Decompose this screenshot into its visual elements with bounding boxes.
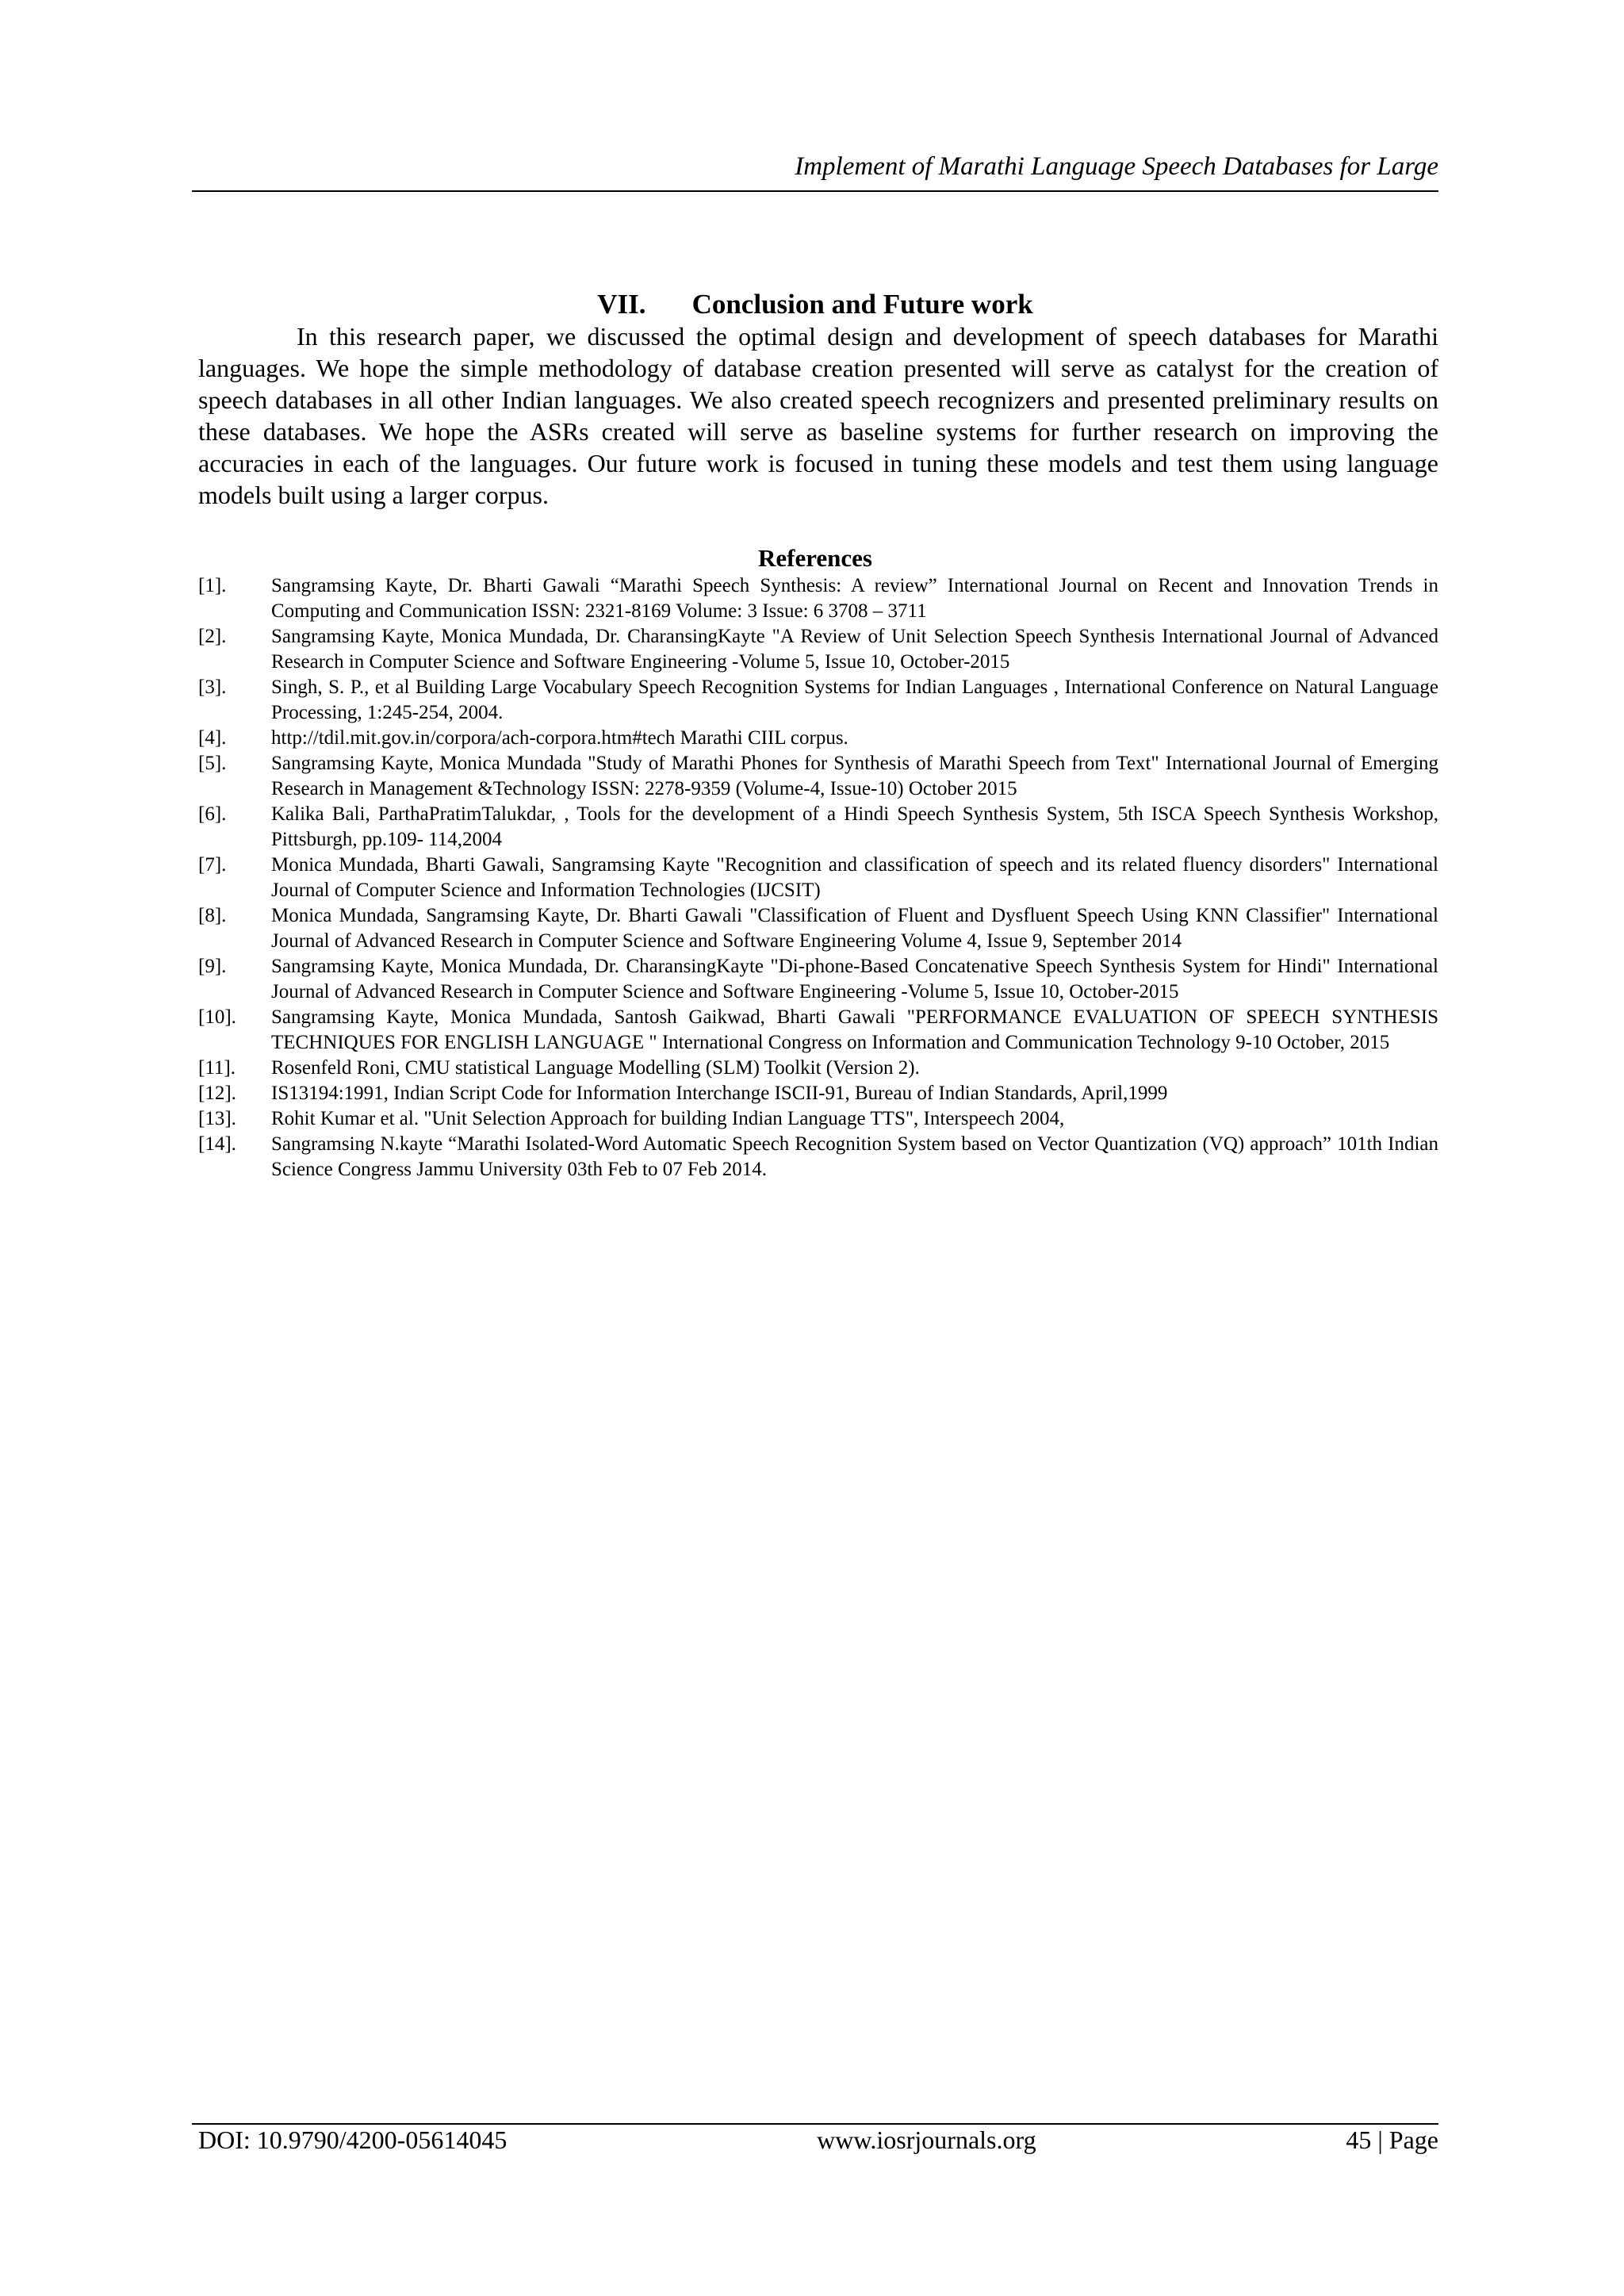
- section-title: Conclusion and Future work: [691, 289, 1033, 320]
- reference-text: Monica Mundada, Sangramsing Kayte, Dr. Bharti Gawali "Classification of Fluent and Dysfluent Speech Using KNN Classifier" International Journal of Advanced Research in Computer Science and Software Engineering Volume 4, Issue 9, September 2014: [271, 905, 1438, 952]
- reference-item: [198, 954, 1438, 1005]
- reference-item: [198, 1106, 1438, 1132]
- reference-number: [7].: [198, 854, 227, 876]
- running-header: Implement of Marathi Language Speech Databases for Large: [795, 152, 1438, 181]
- reference-item: [198, 853, 1438, 903]
- reference-text: IS13194:1991, Indian Script Code for Information Interchange ISCII-91, Bureau of Indian Standards, April,1999: [271, 1083, 1168, 1104]
- header-divider: [192, 190, 1438, 192]
- reference-item: [198, 751, 1438, 802]
- reference-number: [12].: [198, 1083, 236, 1104]
- reference-number: [8].: [198, 905, 227, 926]
- references-heading: References: [757, 544, 872, 572]
- conclusion-text: In this research paper, we discussed the optimal design and development of speech databases for Marathi languages. We hope the simple methodology of database creation presented will serve as catalyst for the creation of speech databases in all other Indian languages. We also created speech recognizers and presented preliminary results on these databases. We hope the ASRs created will serve as baseline systems for further research on improving the accuracies in each of the languages. Our future work is focused in tuning these models and test them using language models built using a larger corpus.: [198, 322, 1438, 509]
- reference-number: [3].: [198, 677, 227, 698]
- reference-text: Rohit Kumar et al. "Unit Selection Approach for building Indian Language TTS", Interspeech 2004,: [271, 1108, 1065, 1129]
- reference-text: Sangramsing Kayte, Monica Mundada "Study of Marathi Phones for Synthesis of Marathi Speech from Text" International Journal of Emerging Research in Management &Technology ISSN: 2278-9359 (Volume-4, Issue-10) October 2015: [271, 753, 1438, 799]
- conclusion-paragraph: [198, 320, 1438, 511]
- reference-text: Sangramsing Kayte, Monica Mundada, Dr. CharansingKayte "A Review of Unit Selection Speech Synthesis International Journal of Advanced Research in Computer Science and Software Engineering -Volume 5, Issue 10, October-2015: [271, 626, 1438, 673]
- reference-item: [198, 726, 1438, 751]
- reference-text: Monica Mundada, Bharti Gawali, Sangramsing Kayte "Recognition and classification of speech and its related fluency disorders" International Journal of Computer Science and Information Technologies (IJCSIT): [271, 854, 1438, 901]
- reference-item: [198, 1056, 1438, 1081]
- page-footer: [198, 2125, 1438, 2155]
- reference-item: [198, 802, 1438, 853]
- reference-item: [198, 675, 1438, 726]
- reference-item: [198, 1132, 1438, 1182]
- reference-item: [198, 1005, 1438, 1056]
- section-heading: [192, 289, 1438, 320]
- reference-item: [198, 624, 1438, 675]
- reference-number: [6].: [198, 803, 227, 825]
- reference-number: [1].: [198, 575, 227, 596]
- page-number: 45 | Page: [1346, 2125, 1438, 2154]
- reference-text: Sangramsing Kayte, Monica Mundada, Dr. CharansingKayte "Di-phone-Based Concatenative Speech Synthesis System for Hindi" International Journal of Advanced Research in Computer Science and Software Engineering -Volume 5, Issue 10, October-2015: [271, 956, 1438, 1002]
- reference-number: [2].: [198, 626, 227, 647]
- reference-item: [198, 1081, 1438, 1106]
- reference-number: [13].: [198, 1108, 236, 1129]
- section-number: VII.: [597, 289, 646, 320]
- reference-text: Sangramsing Kayte, Dr. Bharti Gawali “Marathi Speech Synthesis: A review” International Journal on Recent and Innovation Trends in Computing and Communication ISSN: 2321-8169 Volume: 3 Issue: 6 3708 – 3711: [271, 575, 1438, 622]
- references-list: [198, 573, 1438, 1182]
- reference-text: Singh, S. P., et al Building Large Vocabulary Speech Recognition Systems for Indian Languages , International Conference on Natural Language Processing, 1:245-254, 2004.: [271, 677, 1438, 723]
- reference-number: [5].: [198, 753, 227, 774]
- reference-item: [198, 903, 1438, 954]
- footer-divider: [192, 2123, 1438, 2125]
- reference-number: [9].: [198, 956, 227, 977]
- reference-number: [10].: [198, 1006, 236, 1028]
- reference-text: Sangramsing Kayte, Monica Mundada, Santosh Gaikwad, Bharti Gawali "PERFORMANCE EVALUATION OF SPEECH SYNTHESIS TECHNIQUES FOR ENGLISH LANGUAGE " International Congress on Information and Communication Technology 9-10 October, 2015: [271, 1006, 1438, 1053]
- reference-number: [11].: [198, 1057, 236, 1079]
- reference-text: Kalika Bali, ParthaPratimTalukdar, , Tools for the development of a Hindi Speech Synthesis System, 5th ISCA Speech Synthesis Workshop, Pittsburgh, pp.109- 114,2004: [271, 803, 1438, 850]
- reference-text: Rosenfeld Roni, CMU statistical Language Modelling (SLM) Toolkit (Version 2).: [271, 1057, 920, 1079]
- doi-text: DOI: 10.9790/4200-05614045: [198, 2125, 508, 2154]
- website-text: www.iosrjournals.org: [817, 2125, 1036, 2154]
- reference-item: [198, 573, 1438, 624]
- reference-text: http://tdil.mit.gov.in/corpora/ach-corpora.htm#tech Marathi CIIL corpus.: [271, 727, 848, 749]
- reference-number: [4].: [198, 727, 227, 749]
- reference-number: [14].: [198, 1133, 236, 1155]
- reference-text: Sangramsing N.kayte “Marathi Isolated-Word Automatic Speech Recognition System based on Vector Quantization (VQ) approach” 101th Indian Science Congress Jammu University 03th Feb to 07 Feb 2014.: [271, 1133, 1438, 1180]
